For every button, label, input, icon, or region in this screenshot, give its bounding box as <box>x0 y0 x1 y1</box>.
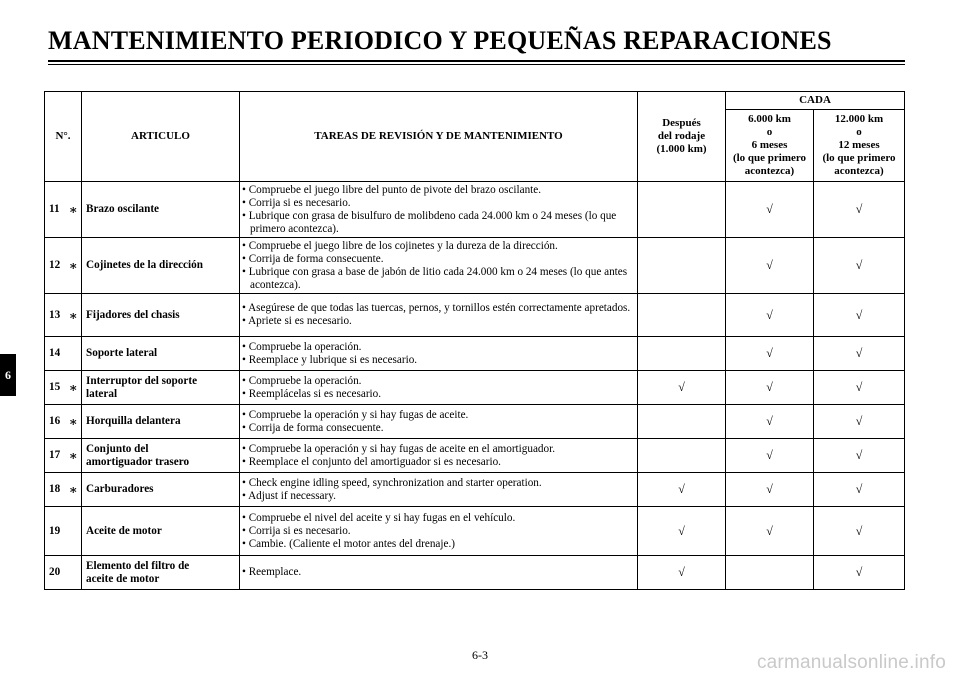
table-row <box>45 473 905 507</box>
header-line: (lo que primero <box>822 152 896 164</box>
task-line: • Corrija si es necesario. <box>242 196 351 209</box>
row-star-mark <box>66 507 82 556</box>
table-row <box>45 294 905 337</box>
task-line: • Adjust if necessary. <box>242 489 336 502</box>
table-row <box>45 238 905 294</box>
row-item <box>82 473 240 507</box>
header-line: 12.000 km <box>834 113 884 125</box>
check-12000km: √ <box>814 337 905 371</box>
row-item <box>82 294 240 337</box>
row-star-mark: ∗ <box>66 294 82 337</box>
row-number: 14 <box>45 337 66 371</box>
item-line: Interruptor del soporte <box>86 374 198 387</box>
table-row <box>45 556 905 590</box>
row-star-mark: ∗ <box>66 405 82 439</box>
header-line: 6 meses <box>751 139 788 151</box>
task-line: • Compruebe el nivel del aceite y si hay fugas en el vehículo. <box>242 511 516 524</box>
check-12000km: √ <box>814 556 905 590</box>
row-star-mark <box>66 556 82 590</box>
task-line: • Apriete si es necesario. <box>242 315 352 327</box>
row-star-mark: ∗ <box>66 371 82 405</box>
row-number: 19 <box>45 507 66 556</box>
task-line: • Corrija de forma consecuente. <box>242 252 384 265</box>
row-number: 17 <box>45 439 66 473</box>
table-row <box>45 337 905 371</box>
row-star-mark: ∗ <box>66 182 82 238</box>
task-line: • Reemplace y lubrique si es necesario. <box>242 353 418 366</box>
header-12000km <box>814 110 905 182</box>
check-after-break-in: √ <box>638 556 726 590</box>
task-line: • Reemplace el conjunto del amortiguador si es necesario. <box>242 455 501 468</box>
header-num: N°. <box>45 92 82 182</box>
table-row <box>45 182 905 238</box>
maintenance-table <box>44 91 905 590</box>
header-line: acontezca) <box>834 165 884 177</box>
header-line: 6.000 km <box>748 113 791 125</box>
task-line: • Reemplácelas si es necesario. <box>242 387 382 400</box>
header-after-break-in <box>638 92 726 182</box>
header-6000km <box>726 110 814 182</box>
task-line: • Corrija de forma consecuente. <box>242 421 384 434</box>
item-line: Carburadores <box>86 483 154 495</box>
check-6000km: √ <box>726 439 814 473</box>
row-item <box>82 238 240 294</box>
table-row <box>45 507 905 556</box>
item-line: Cojinetes de la dirección <box>86 259 203 271</box>
row-item <box>82 405 240 439</box>
check-12000km: √ <box>814 371 905 405</box>
table-row <box>45 439 905 473</box>
row-number: 20 <box>45 556 66 590</box>
check-12000km: √ <box>814 182 905 238</box>
item-line: Soporte lateral <box>86 347 158 359</box>
item-line: amortiguador trasero <box>86 455 190 468</box>
check-after-break-in <box>638 337 726 371</box>
check-after-break-in <box>638 294 726 337</box>
table-row <box>45 405 905 439</box>
task-line: • Check engine idling speed, synchronization and starter operation. <box>242 476 542 489</box>
row-star-mark: ∗ <box>66 238 82 294</box>
check-6000km: √ <box>726 337 814 371</box>
row-item <box>82 507 240 556</box>
check-12000km: √ <box>814 238 905 294</box>
row-star-mark <box>66 337 82 371</box>
task-line: • Compruebe el juego libre de los cojinetes y la dureza de la dirección. <box>242 239 558 252</box>
row-tasks <box>240 337 638 371</box>
row-tasks <box>240 371 638 405</box>
task-line: • Reemplace. <box>242 566 302 578</box>
row-item <box>82 337 240 371</box>
check-12000km: √ <box>814 294 905 337</box>
task-line: • Compruebe el juego libre del punto de pivote del brazo oscilante. <box>242 183 542 196</box>
check-6000km: √ <box>726 473 814 507</box>
item-line: Aceite de motor <box>86 524 162 537</box>
row-tasks <box>240 473 638 507</box>
check-after-break-in: √ <box>638 473 726 507</box>
header-line: del rodaje <box>657 130 706 142</box>
header-line: Después <box>662 117 701 129</box>
row-number: 11 <box>45 182 66 238</box>
check-12000km: √ <box>814 507 905 556</box>
header-line: acontezca) <box>744 165 795 177</box>
row-tasks <box>240 238 638 294</box>
row-tasks <box>240 507 638 556</box>
check-12000km: √ <box>814 473 905 507</box>
header-line: o <box>766 126 773 138</box>
check-after-break-in <box>638 238 726 294</box>
check-after-break-in <box>638 182 726 238</box>
item-line: Horquilla delantera <box>86 415 181 427</box>
task-line: • Asegúrese de que todas las tuercas, pernos, y tornillos estén correctamente apretados. <box>242 302 631 314</box>
row-item <box>82 556 240 590</box>
check-after-break-in: √ <box>638 507 726 556</box>
table-row <box>45 371 905 405</box>
check-6000km: √ <box>726 371 814 405</box>
header-every: CADA <box>726 92 905 110</box>
check-6000km: √ <box>726 405 814 439</box>
row-tasks <box>240 439 638 473</box>
chapter-tab: 6 <box>0 354 16 396</box>
page-title: MANTENIMIENTO PERIODICO Y PEQUEÑAS REPARACIONES <box>48 26 832 55</box>
header-item: ARTICULO <box>82 92 240 182</box>
row-number: 12 <box>45 238 66 294</box>
check-after-break-in <box>638 439 726 473</box>
check-6000km <box>726 556 814 590</box>
row-number: 13 <box>45 294 66 337</box>
row-item <box>82 182 240 238</box>
task-line: • Lubrique con grasa de bisulfuro de molibdeno cada 24.000 km o 24 meses (lo que primero acontezca). <box>242 209 617 235</box>
header-line: 12 meses <box>838 139 880 151</box>
item-line: Conjunto del <box>86 442 149 455</box>
row-tasks <box>240 294 638 337</box>
item-line: lateral <box>86 387 118 400</box>
header-tasks: TAREAS DE REVISIÓN Y DE MANTENIMIENTO <box>240 92 638 182</box>
row-number: 15 <box>45 371 66 405</box>
check-after-break-in <box>638 405 726 439</box>
row-number: 18 <box>45 473 66 507</box>
task-line: • Compruebe la operación. <box>242 374 362 387</box>
item-line: Elemento del filtro de <box>86 559 190 572</box>
task-line: • Compruebe la operación y si hay fugas de aceite en el amortiguador. <box>242 442 556 455</box>
check-6000km: √ <box>726 238 814 294</box>
task-line: • Lubrique con grasa a base de jabón de litio cada 24.000 km o 24 meses (lo que antes acontezca). <box>242 265 628 291</box>
row-item <box>82 439 240 473</box>
page-number: 6-3 <box>472 648 488 662</box>
check-12000km: √ <box>814 439 905 473</box>
title-rule <box>48 60 905 62</box>
header-line: (1.000 km) <box>656 143 707 155</box>
task-line: • Corrija si es necesario. <box>242 524 351 537</box>
check-6000km: √ <box>726 182 814 238</box>
task-line: • Cambie. (Caliente el motor antes del drenaje.) <box>242 537 455 550</box>
row-tasks <box>240 556 638 590</box>
row-tasks <box>240 405 638 439</box>
task-line: • Compruebe la operación y si hay fugas de aceite. <box>242 408 469 421</box>
header-line: (lo que primero <box>732 152 807 164</box>
header-line: o <box>856 126 862 138</box>
check-6000km: √ <box>726 507 814 556</box>
title-rule-secondary <box>48 64 905 65</box>
item-line: aceite de motor <box>86 572 160 585</box>
row-number: 16 <box>45 405 66 439</box>
check-6000km: √ <box>726 294 814 337</box>
row-star-mark: ∗ <box>66 439 82 473</box>
item-line: Fijadores del chasis <box>86 308 180 321</box>
task-line: • Compruebe la operación. <box>242 340 362 353</box>
row-star-mark: ∗ <box>66 473 82 507</box>
check-after-break-in: √ <box>638 371 726 405</box>
check-12000km: √ <box>814 405 905 439</box>
watermark: carmanualsonline.info <box>756 652 946 673</box>
row-item <box>82 371 240 405</box>
row-tasks <box>240 182 638 238</box>
item-line: Brazo oscilante <box>86 203 160 215</box>
